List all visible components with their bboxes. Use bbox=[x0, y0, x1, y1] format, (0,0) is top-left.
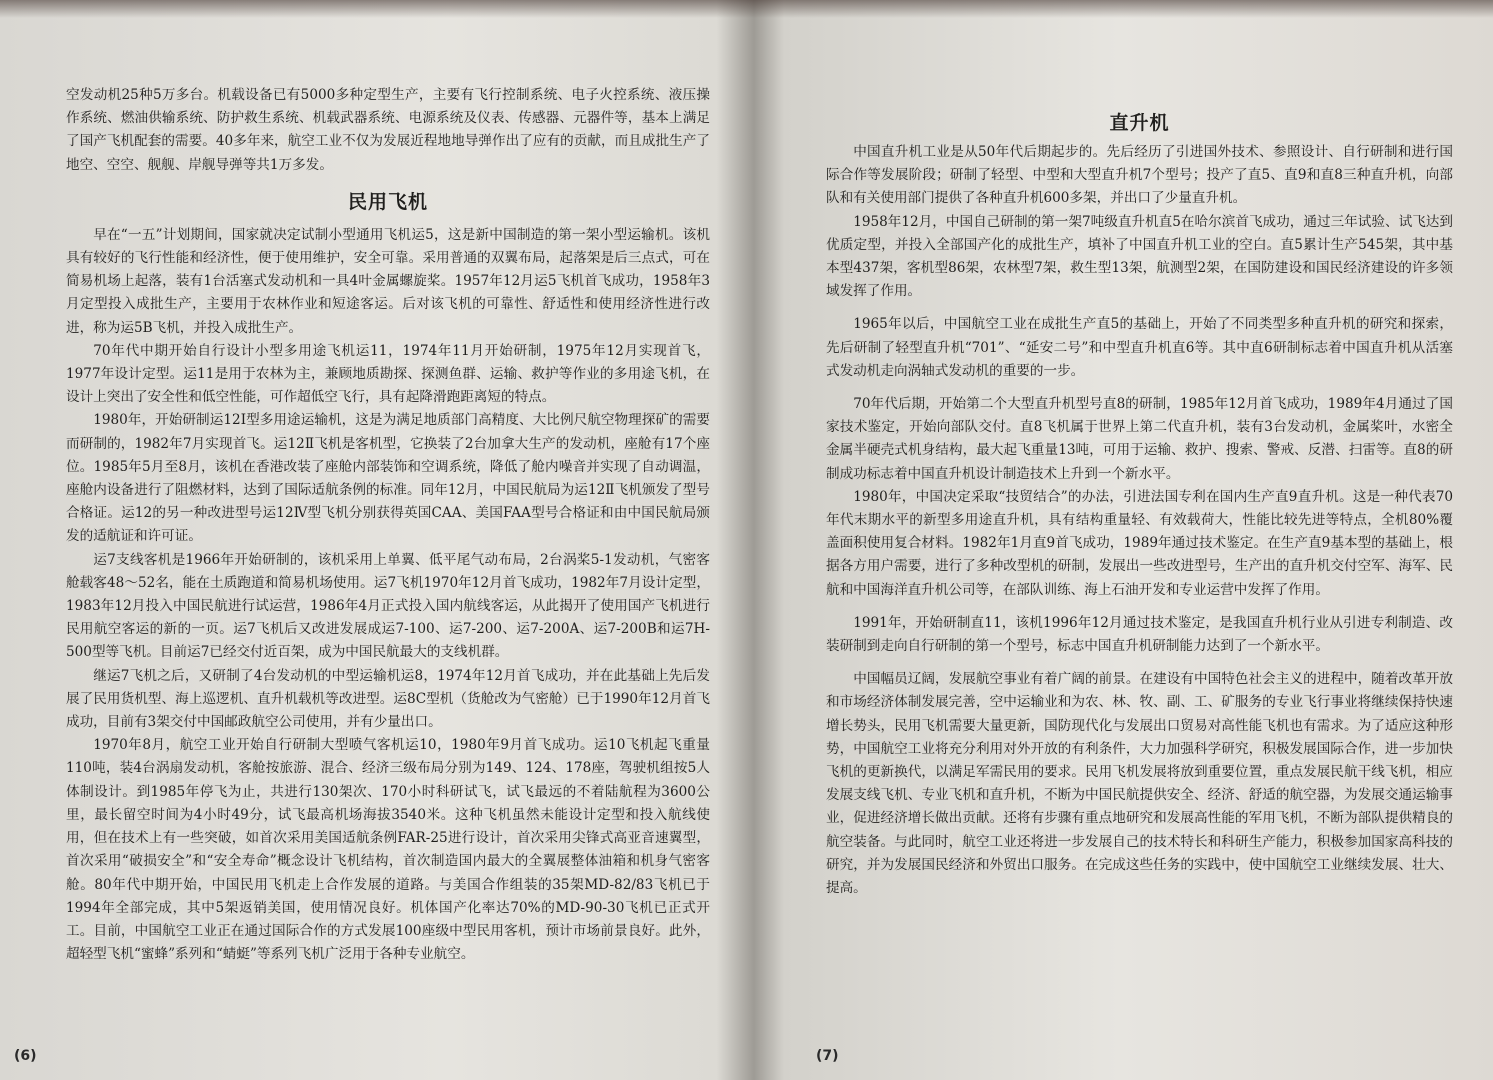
section-heading-civil-aircraft: 民用飞机 bbox=[347, 190, 428, 213]
paragraph-gap bbox=[826, 658, 1453, 668]
paragraph: 运7支线客机是1966年开始研制的，该机采用上单翼、低平尾气动布局，2台涡桨5-1发动机，气密客舱载客48～52名，能在土质跑道和简易机场使用。运7飞机1970年12月首飞成功，1982年7月设计定型，1983年12月投入中国民航进行试运营，1986年4月正式投入国内航线客运，从此揭开了使用国产飞机进行民用航空客运的新的一页。运7飞机后又改进发展成运7-100、运7-200、运7-200A、运7-200B和运7H-500型等飞机。目前运7已经交付近百架，成为中国民航最大的支线机群。 bbox=[66, 551, 710, 661]
paragraph: 1958年12月，中国自己研制的第一架7吨级直升机直5在哈尔滨首飞成功，通过三年试验、试飞达到优质定型，并投入全部国产化的成批生产，填补了中国直升机工业的空白。直5累计生产545架，其中基本型437架，客机型86架，农林型7架，救生型13架，航测型2架，在国防建设和国民经济建设的许多领域发挥了作用。 bbox=[826, 213, 1453, 300]
paragraph: 中国直升机工业是从50年代后期起步的。先后经历了引进国外技术、参照设计、自行研制和进行国际合作等发展阶段；研制了轻型、中型和大型直升机7个型号；投产了直5、直9和直8三种直升机，向部队和有关使用部门提供了各种直升机600多架，并出口了少量直升机。 bbox=[826, 144, 1453, 207]
paragraph-gap bbox=[826, 602, 1453, 612]
paragraph-gap bbox=[826, 383, 1453, 393]
paragraph: 继运7飞机之后，又研制了4台发动机的中型运输机运8，1974年12月首飞成功，并在此基础上先后发展了民用货机型、海上巡逻机、直升机载机等改进型。运8C型机（货舱改为气密舱）已于1990年12月首飞成功，目前有3架交付中国邮政航空公司使用，并有少量出口。 bbox=[66, 667, 710, 731]
section-heading-helicopter: 直升机 bbox=[1109, 112, 1170, 134]
paragraph: 中国幅员辽阔，发展航空事业有着广阔的前景。在建设有中国特色社会主义的进程中，随着改革开放和市场经济体制发展完善，空中运输业和为农、林、牧、副、工、矿服务的专业飞行事业将继续保持快速增长势头，民用飞机需要大量更新，国防现代化与发展出口贸易对高性能飞机也有需求。为了适应这种形势，中国航空工业将充分利用对外开放的有利条件，大力加强科学研究，积极发展国际合作，进一步加快飞机的更新换代，以满足军需民用的要求。民用飞机发展将放到重要位置，重点发展民航干线飞机，相应发展支线飞机、专业飞机和直升机，不断为中国民航提供安全、经济、舒适的航空器，为发展交通运输事业，促进经济增长做出贡献。还将有步骤有重点地研究和发展高性能的军用飞机，不断为部队提供精良的航空装备。与此同时，航空工业还将进一步发展自己的技术特长和科研生产能力，积极参加国家高科技的研究，并为发展国民经济和外贸出口服务。在完成这些任务的实践中，使中国航空工业继续发展、壮大、提高。 bbox=[826, 671, 1453, 897]
paragraph: 1965年以后，中国航空工业在成批生产直5的基础上，开始了不同类型多种直升机的研究和探索，先后研制了轻型直升机“701”、“延安二号”和中型直升机直6等。其中直6研制标志着中国直升机从活塞式发动机走向涡轴式发动机的重要的一步。 bbox=[826, 316, 1453, 379]
page-number-right: (7) bbox=[816, 1048, 839, 1064]
paragraph-gap bbox=[826, 303, 1453, 313]
right-page bbox=[770, 0, 1493, 1080]
paragraph: 70年代后期，开始第二个大型直升机型号直8的研制，1985年12月首飞成功，1989年4月通过了国家技术鉴定，开始向部队交付。直8飞机属于世界上第二代直升机，装有3台发动机，金属桨叶，水密全金属半硬壳式机身结构，最大起飞重量13吨，可用于运输、救护、搜索、警戒、反潜、扫雷等。直8的研制成功标志着中国直升机设计制造技术上升到一个新水平。 bbox=[826, 396, 1453, 482]
intro-paragraph: 空发动机25种5万多台。机载设备已有5000多种定型生产，主要有飞行控制系统、电子火控系统、液压操作系统、燃油供输系统、防护救生系统、机载武器系统、电源系统及仪表、传感器、元器件等，基本上满足了国产飞机配套的需要。40多年来，航空工业不仅为发展近程地地导弹作出了应有的贡献，而且成批生产了地空、空空、舰舰、岸舰导弹等共1万多发。 bbox=[66, 87, 710, 173]
paragraph: 早在“一五”计划期间，国家就决定试制小型通用飞机运5，这是新中国制造的第一架小型运输机。该机具有较好的飞行性能和经济性，便于使用维护，安全可靠。采用普通的双翼布局，起落架是后三点式，可在简易机场上起落，装有1台活塞式发动机和一具4叶金属螺旋桨。1957年12月运5飞机首飞成功，1958年3月定型投入成批生产，主要用于农林作业和短途客运。后对该飞机的可靠性、舒适性和使用经济性进行改进，称为运5B飞机，并投入成批生产。 bbox=[66, 226, 710, 336]
paragraph: 1991年，开始研制直11，该机1996年12月通过技术鉴定，是我国直升机行业从引进专利制造、改装研制到走向自行研制的第一个型号，标志中国直升机研制能力达到了一个新水平。 bbox=[826, 614, 1453, 655]
paragraph: 1970年8月，航空工业开始自行研制大型喷气客机运10，1980年9月首飞成功。运10飞机起飞重量110吨，装4台涡扇发动机，客舱按旅游、混合、经济三级布局分别为149、124、178座，驾驶机组按5人体制设计。到1985年停飞为止，共进行130架次、170小时科研试飞，试飞最远的不着陆航程为3600公里，最长留空时间为4小时49分，试飞最高机场海拔3540米。这种飞机虽然未能设计定型和投入航线使用，但在技术上有一些突破，如首次采用美国适航条例FAR-25进行设计，首次采用尖锋式高亚音速翼型，首次采用“破损安全”和“安全寿命”概念设计飞机结构，首次制造国内最大的全翼展整体油箱和机身气密客舱。80年代中期开始，中国民用飞机走上合作发展的道路。与美国合作组装的35架MD-82/83飞机已于1994年全部完成，其中5架返销美国，使用情况良好。机体国产化率达70%的MD-90-30飞机已正式开工。目前，中国航空工业正在通过国际合作的方式发展100座级中型民用客机，预计市场前景良好。此外，超轻型飞机“蜜蜂”系列和“蜻蜓”等系列飞机广泛用于各种专业航空。 bbox=[66, 737, 710, 963]
page-number-left: (6) bbox=[14, 1048, 37, 1064]
paragraph: 70年代中期开始自行设计小型多用途飞机运11，1974年11月开始研制，1975年12月实现首飞，1977年设计定型。运11是用于农林为主，兼顾地质勘探、探测鱼群、运输、救护等作业的多用途飞机，在设计上突出了安全性和低空性能，可作超低空飞行，具有起降滑跑距离短的特点。 bbox=[66, 342, 710, 406]
paragraph: 1980年，中国决定采取“技贸结合”的办法，引进法国专利在国内生产直9直升机。这是一种代表70年代末期水平的新型多用途直升机，具有结构重量轻、有效载荷大，性能比较先进等特点，全机80%覆盖面积使用复合材料。1982年1月直9首飞成功，1989年通过技术鉴定。在生产直9基本型的基础上，根据各方用户需要，进行了多种改型机的研制，发展出一些改进型号，生产出的直升机交付空军、海军、民航和中国海洋直升机公司等，在部队训练、海上石油开发和专业运营中发挥了作用。 bbox=[826, 488, 1453, 598]
paragraph: 1980年，开始研制运12Ⅰ型多用途运输机，这是为满足地质部门高精度、大比例尺航空物理探矿的需要而研制的，1982年7月实现首飞。运12Ⅱ飞机是客机型，它换装了2台加拿大生产的发动机，座舱有17个座位。1985年5月至8月，该机在香港改装了座舱内部装饰和空调系统，降低了舱内噪音并实现了自动调温，座舱内设备进行了阻燃材料，达到了国际适航条例的标准。同年12月，中国民航局为运12Ⅱ飞机颁发了型号合格证。运12的另一种改进型号运12Ⅳ型飞机分别获得英国CAA、美国FAA型号合格证和由中国民航局颁发的适航证和许可证。 bbox=[66, 412, 710, 545]
